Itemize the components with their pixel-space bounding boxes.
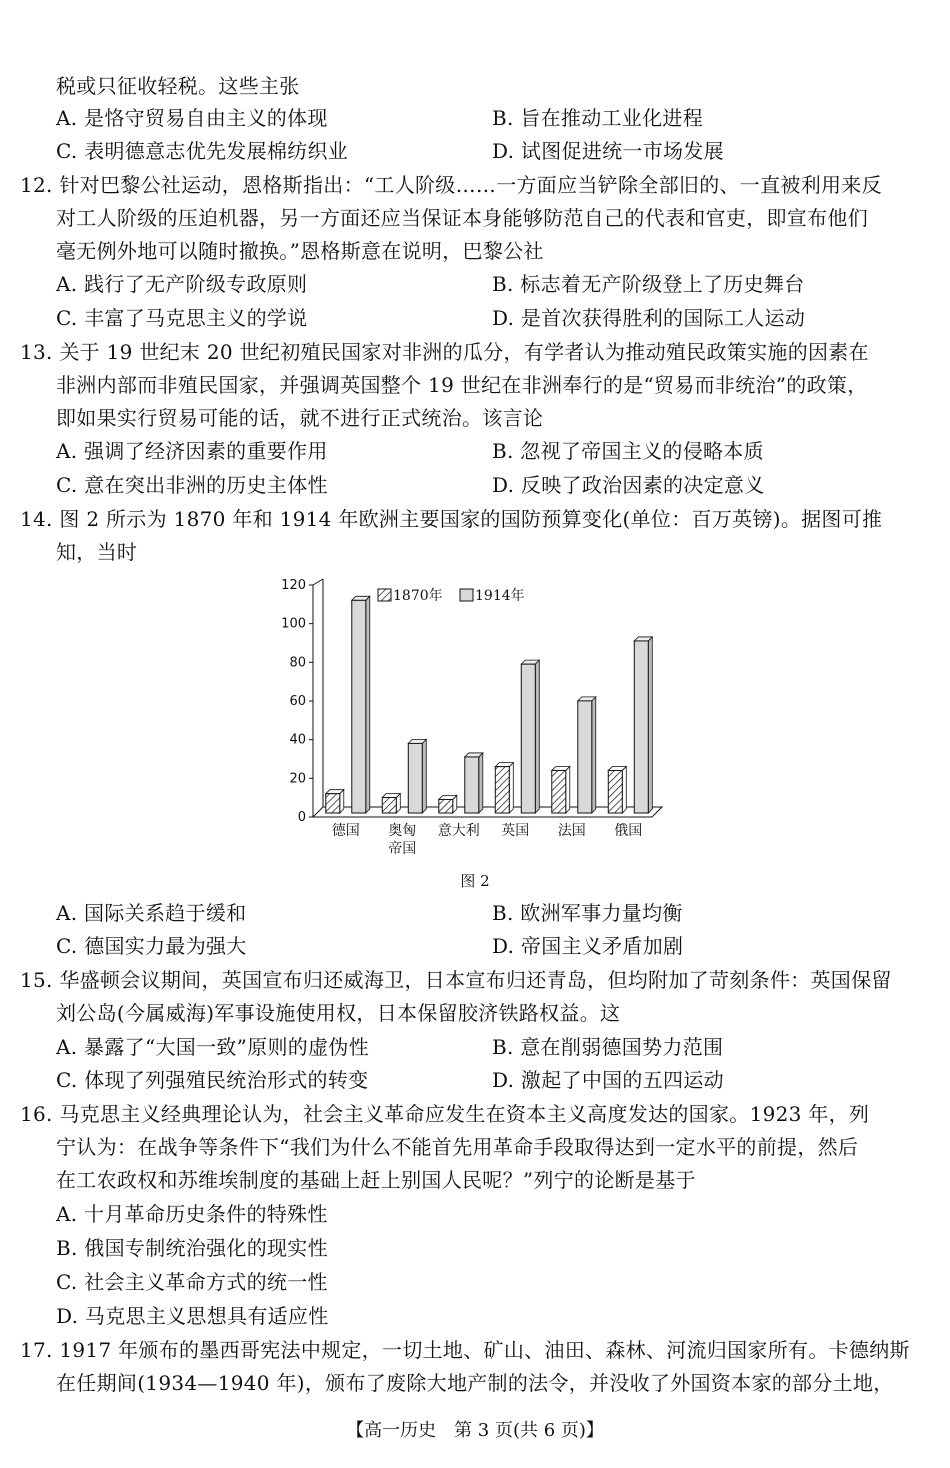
q17-stem-line-2: 在任期间(1934—1940 年)，颁布了废除大地产制的法令，并没收了外国资本家的部分土地， xyxy=(56,1371,894,1395)
q14-option-a[interactable]: A. 国际关系趋于缓和 xyxy=(56,901,247,925)
q11-option-b[interactable]: B. 旨在推动工业化进程 xyxy=(492,106,704,130)
legend-label: 1870年 xyxy=(393,588,443,604)
bar-side xyxy=(566,766,570,813)
chart-bars xyxy=(326,596,653,813)
q13-option-d[interactable]: D. 反映了政治因素的决定意义 xyxy=(492,473,765,497)
y-tick-label: 0 xyxy=(297,810,306,825)
bar-1914 xyxy=(465,757,479,813)
q15-option-a[interactable]: A. 暴露了“大国一致”原则的虚伪性 xyxy=(56,1035,370,1059)
bar-1870 xyxy=(495,767,509,813)
bar-1870 xyxy=(608,770,622,813)
category-label: 俄国 xyxy=(614,823,643,839)
y-tick-label: 100 xyxy=(281,616,306,632)
q16-stem-line-2: 宁认为：在战争等条件下“我们为什么不能首先用革命手段取得达到一定水平的前提，然后 xyxy=(56,1135,859,1159)
q16-stem-line-1: 16. 马克思主义经典理论认为，社会主义革命应发生在资本主义高度发达的国家。1923 年，列 xyxy=(20,1102,870,1126)
bar-1870 xyxy=(439,799,453,813)
q14-option-c[interactable]: C. 德国实力最为强大 xyxy=(56,934,247,958)
q16-option-a[interactable]: A. 十月革命历史条件的特殊性 xyxy=(56,1202,328,1226)
bar-side xyxy=(622,766,626,813)
q15-stem-line-1: 15. 华盛顿会议期间，英国宣布归还威海卫，日本宣布归还青岛，但均附加了苛刻条件：英国保留 xyxy=(20,968,892,992)
category-label: 德国 xyxy=(331,823,360,839)
bar-1914 xyxy=(352,600,366,813)
category-label: 奥匈 xyxy=(388,823,417,839)
q12-stem-line-3: 毫无例外地可以随时撤换。”恩格斯意在说明，巴黎公社 xyxy=(56,239,544,263)
bar-side xyxy=(509,763,513,813)
q12-stem-line-1: 12. 针对巴黎公社运动，恩格斯指出：“工人阶级……一方面应当铲除全部旧的、一直被利用来反 xyxy=(20,173,882,197)
bar-side xyxy=(422,739,426,813)
bar-1870 xyxy=(326,794,340,813)
bar-side xyxy=(648,637,652,813)
bar-1914 xyxy=(408,743,422,813)
q11-stem-tail: 税或只征收轻税。这些主张 xyxy=(56,74,300,98)
q11-option-a[interactable]: A. 是恪守贸易自由主义的体现 xyxy=(56,106,328,130)
bar-side xyxy=(479,753,483,813)
q12-option-a[interactable]: A. 践行了无产阶级专政原则 xyxy=(56,272,308,296)
figure-caption: 图 2 xyxy=(460,872,490,890)
legend-swatch xyxy=(460,589,473,601)
q13-option-b[interactable]: B. 忽视了帝国主义的侵略本质 xyxy=(492,439,764,463)
q16-option-b[interactable]: B. 俄国专制统治强化的现实性 xyxy=(56,1236,328,1260)
q14-stem-line-1: 14. 图 2 所示为 1870 年和 1914 年欧洲主要国家的国防预算变化(单位：百万英镑)。据图可推 xyxy=(20,507,883,531)
category-label: 意大利 xyxy=(437,823,480,839)
bar-1870 xyxy=(552,770,566,813)
q11-option-c[interactable]: C. 表明德意志优先发展棉纺织业 xyxy=(56,139,349,163)
category-label: 帝国 xyxy=(388,841,417,857)
q17-stem-line-1: 17. 1917 年颁布的墨西哥宪法中规定，一切土地、矿山、油田、森林、河流归国家所有。卡德纳斯 xyxy=(20,1338,910,1362)
category-label: 法国 xyxy=(557,823,586,839)
q13-stem-line-3: 即如果实行贸易可能的话，就不进行正式统治。该言论 xyxy=(56,406,544,430)
bar-side xyxy=(366,596,370,813)
bar-1870 xyxy=(382,798,396,813)
category-label: 英国 xyxy=(501,823,530,839)
q16-stem-line-3: 在工农政权和苏维埃制度的基础上赶上别国人民呢？”列宁的论断是基于 xyxy=(56,1168,696,1192)
bar-1914 xyxy=(578,701,592,813)
q14-stem-line-2: 知，当时 xyxy=(56,540,138,564)
y-tick-label: 120 xyxy=(281,578,306,593)
y-tick-label: 40 xyxy=(289,732,306,748)
bar-1914 xyxy=(521,664,535,813)
legend-swatch xyxy=(378,589,391,601)
q13-option-c[interactable]: C. 意在突出非洲的历史主体性 xyxy=(56,473,328,497)
q15-option-d[interactable]: D. 激起了中国的五四运动 xyxy=(492,1068,724,1092)
q12-stem-line-2: 对工人阶级的压迫机器，另一方面还应当保证本身能够防范自己的代表和官吏，即宣布他们 xyxy=(56,206,868,230)
q14-option-b[interactable]: B. 欧洲军事力量均衡 xyxy=(492,901,683,925)
y-tick-label: 80 xyxy=(289,655,306,671)
defense-budget-chart xyxy=(270,570,680,865)
q16-option-d[interactable]: D. 马克思主义思想具有适应性 xyxy=(56,1304,329,1328)
q13-option-a[interactable]: A. 强调了经济因素的重要作用 xyxy=(56,439,328,463)
q13-stem-line-1: 13. 关于 19 世纪末 20 世纪初殖民国家对非洲的瓜分，有学者认为推动殖民政策实施的因素在 xyxy=(20,340,869,364)
legend-label: 1914年 xyxy=(475,588,525,604)
bar-1914 xyxy=(634,641,648,813)
y-axis-top-edge xyxy=(313,579,323,585)
bar-side xyxy=(535,660,539,813)
q14-option-d[interactable]: D. 帝国主义矛盾加剧 xyxy=(492,934,684,958)
page-footer: 【高一历史 第 3 页(共 6 页)】 xyxy=(346,1420,604,1441)
q11-option-d[interactable]: D. 试图促进统一市场发展 xyxy=(492,139,724,163)
y-tick-label: 60 xyxy=(289,694,306,709)
chart-legend xyxy=(378,587,525,604)
q13-stem-line-2: 非洲内部而非殖民国家，并强调英国整个 19 世纪在非洲奉行的是“贸易而非统治”的政策， xyxy=(56,373,868,397)
q12-option-b[interactable]: B. 标志着无产阶级登上了历史舞台 xyxy=(492,272,805,296)
q12-option-c[interactable]: C. 丰富了马克思主义的学说 xyxy=(56,306,308,330)
q15-option-b[interactable]: B. 意在削弱德国势力范围 xyxy=(492,1035,724,1059)
q12-option-d[interactable]: D. 是首次获得胜利的国际工人运动 xyxy=(492,306,806,330)
bar-side xyxy=(592,697,596,813)
q15-option-c[interactable]: C. 体现了列强殖民统治形式的转变 xyxy=(56,1068,369,1092)
q16-option-c[interactable]: C. 社会主义革命方式的统一性 xyxy=(56,1270,328,1294)
q15-stem-line-2: 刘公岛(今属威海)军事设施使用权，日本保留胶济铁路权益。这 xyxy=(56,1001,621,1025)
y-tick-label: 20 xyxy=(289,771,306,787)
